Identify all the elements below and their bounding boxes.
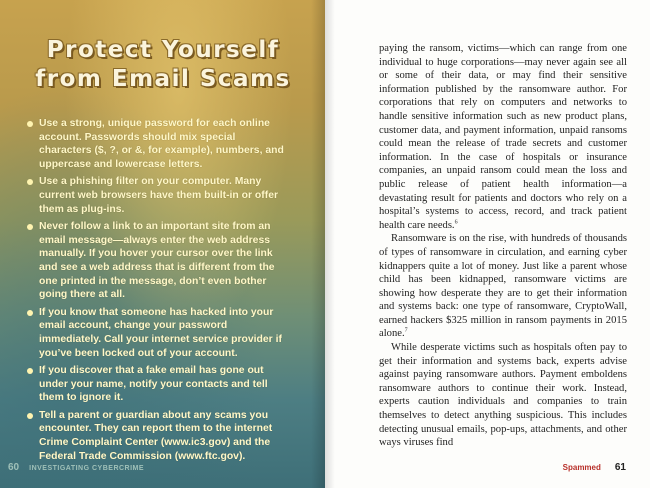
- tips-list: [25, 117, 290, 467]
- tip-text: If you discover that a fake email has gone out under your name, notify your contacts and tell them to ignore it.: [39, 365, 268, 404]
- tip-item: [25, 409, 290, 463]
- bullet-icon: [27, 224, 33, 230]
- paragraph-2-text: Ransomware is on the rise, with hundreds of thousands of types of ransomware in circulation, and earning cyber kidnappers quite a lot of money. Just like a parent whose child has been kidnapped, ransomware victims are showing how desperate they are to get their information and systems back: one type of ransomware, CryptoWall, earned hackers $325 million in ransom payments in 2015 alone.: [379, 233, 627, 340]
- paragraph-3: [379, 341, 627, 450]
- footnote-ref-7: 7: [404, 327, 408, 334]
- left-page-number: 60: [8, 462, 20, 473]
- tip-text: If you know that someone has hacked into your email account, change your password immediately. Call your internet service provider if you’ve been locked out of your account.: [39, 306, 282, 359]
- right-footer: [563, 457, 626, 475]
- right-page: [325, 0, 650, 488]
- tip-item: [25, 364, 290, 405]
- left-footer: [8, 457, 144, 471]
- tip-text: Never follow a link to an important site from an email message—always enter the web address manually. If you hover your cursor over the link and see a web address that is different from the one printed in the message, don’t even bother going there at all.: [39, 221, 275, 301]
- tip-text: Tell a parent or guardian about any scams you encounter. They can report them to the internet Crime Complaint Center (www.ic3.gov) and the Federal Trade Commission (www.ftc.gov).: [39, 409, 273, 462]
- tip-text: Use a strong, unique password for each online account. Passwords should mix special characters ($, ?, or &, for example), numbers, and uppercase and lowercase letters.: [39, 118, 284, 170]
- bullet-icon: [27, 368, 33, 374]
- body-text: [379, 42, 627, 450]
- tip-item: [25, 220, 290, 302]
- bullet-icon: [27, 310, 33, 316]
- tip-item: [25, 306, 290, 360]
- tip-item: [25, 175, 290, 216]
- right-running-title: Spammed: [562, 463, 601, 472]
- title-line-1: Protect Yourself: [46, 37, 280, 63]
- paragraph-1: [379, 42, 627, 232]
- tip-item: [25, 117, 290, 171]
- footnote-ref-6: 6: [454, 219, 458, 226]
- paragraph-1-text: paying the ransom, victims—which can range from one individual to huge corporations—may never again see all or some of their data, or may find their sensitive information published by the ransomware author. For corporations that rely on computers and networks to handle sensitive information such as new product plans, customer data, and payment information, unpaid ransoms could mean the release of trade secrets and customer information. In the case of hospitals or insurance companies, an unpaid ransom could mean the loss and public release of patient health information—a devastating result for patients and doctors who rely on a hospital’s systems to access, record, and track patient health care needs.: [379, 43, 627, 231]
- paragraph-3-text: While desperate victims such as hospitals often pay to get their information and systems back, experts advise against paying ransomware authors. Payment emboldens ransomware authors to continue their work. Instead, experts caution individuals and companies to train themselves to detect anything suspicious. This includes detecting unusual emails, pop-ups, attachments, and other ways viruses find: [379, 342, 627, 449]
- title-line-2: from Email Scams: [35, 66, 291, 92]
- paragraph-2: [379, 232, 627, 341]
- sidebar-title: [28, 36, 298, 94]
- bullet-icon: [27, 121, 33, 127]
- tip-text: Use a phishing filter on your computer. Many current web browsers have them built-in or offer them as plug-ins.: [39, 176, 279, 215]
- left-running-title: INVESTIGATING CYBERCRIME: [29, 465, 145, 472]
- bullet-icon: [27, 413, 33, 419]
- bullet-icon: [27, 179, 33, 185]
- right-page-number: 61: [614, 462, 626, 473]
